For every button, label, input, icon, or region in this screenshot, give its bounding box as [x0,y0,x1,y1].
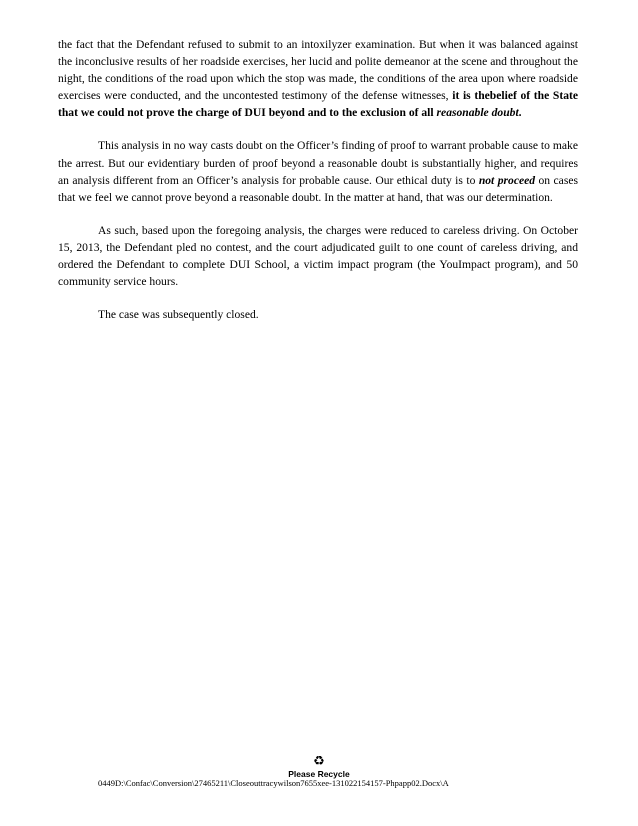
paragraph-2-text-1: This analysis in no way casts doubt on the Officer’s finding of proof to warrant probable cause to make the arrest. But our evidentiary burden of proof beyond a reasonable doubt is substantially higher, and requires an analysis different from an Officer’s analysis for probable cause. Our ethical duty is to [58,139,578,187]
paragraph-2 [58,137,578,205]
recycle-icon: ♻ [313,754,325,769]
paragraph-4: The case was subsequently closed. [98,308,259,322]
paragraph-2-text-2: on cases that we feel we cannot prove beyond a reasonable doubt. In the matter at hand, that was our determination. [58,173,578,204]
paragraph-2-bold-italic: not proceed [478,173,536,187]
document-body [58,36,578,339]
recycle-label: Please Recycle [288,769,350,779]
paragraph-1-text: the fact that the Defendant refused to submit to an intoxilyzer examination. But when it was balanced against the inconclusive results of her roadside exercises, her lucid and polite demeanor at the scene and throughout the night, the conditions of the road upon which the stop was made, the conditions of the area upon where roadside exercises were conducted, and the uncontested testimony of the defense witnesses, [58,38,578,103]
paragraph-1-bold: it is thebelief of the State that we could not prove the charge of DUI beyond and to the exclusion of all reasonable doubt. [58,89,578,120]
footer [0,755,638,780]
paragraph-1-bold-italic: reasonable doubt [436,106,519,120]
document-path: 0449D:\Confac\Conversion\27465211\Closeouttracywilson7655xee-131022154157-Phpapp02.Docx\A [98,778,449,788]
paragraph-1 [58,36,578,121]
paragraph-3: As such, based upon the foregoing analysis, the charges were reduced to careless driving. On October 15, 2013, the Defendant pled no contest, and the court adjudicated guilt to one count of careless driving, and ordered the Defendant to complete DUI School, a victim impact program (the YouImpact program), and 50 community service hours. [58,223,578,289]
